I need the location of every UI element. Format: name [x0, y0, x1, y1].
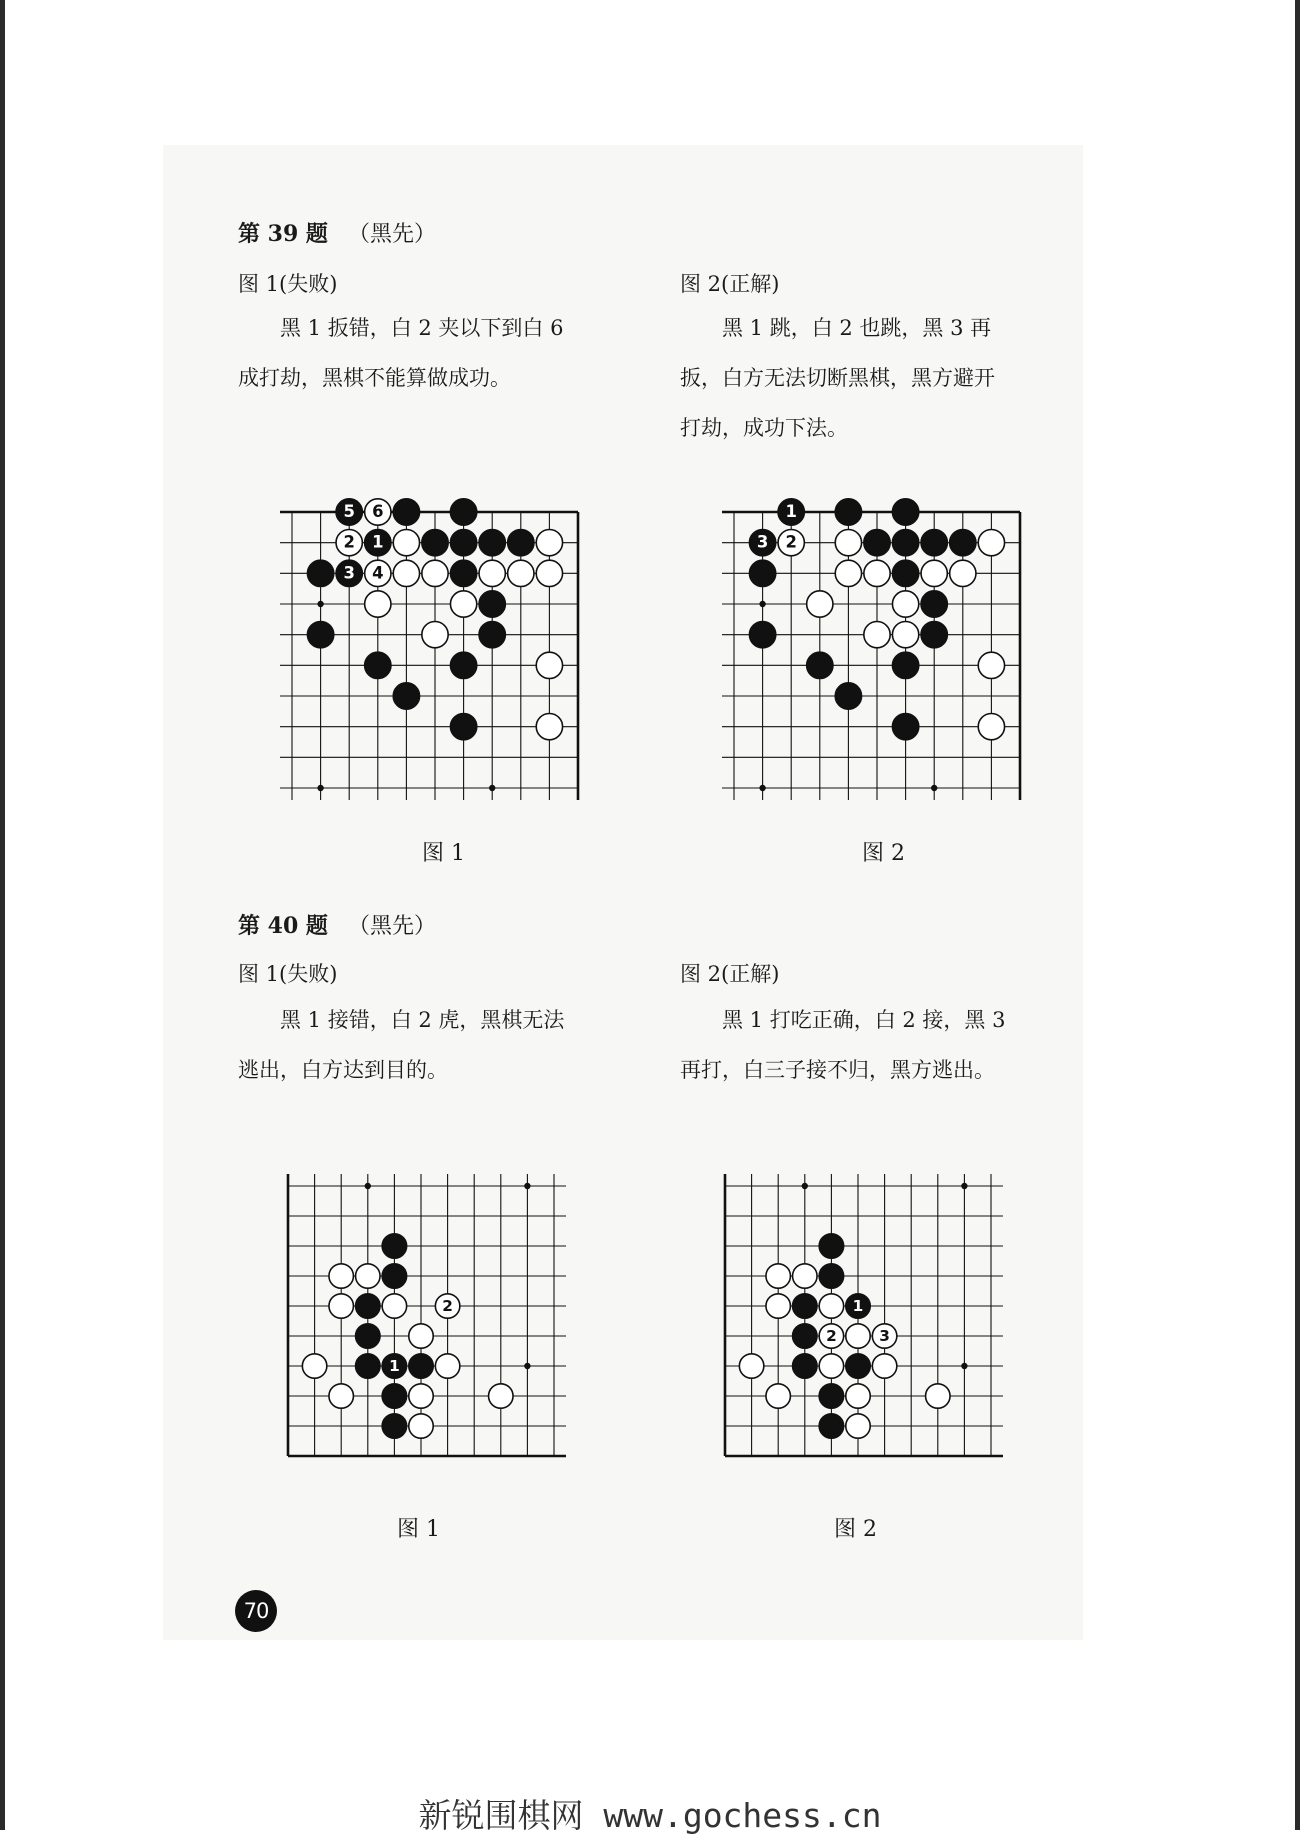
- white-stone: [921, 560, 947, 586]
- text-line: 黑 1 扳错，白 2 夹以下到白 6: [238, 316, 564, 340]
- move-number-label: 2: [343, 532, 355, 552]
- text-line: 扳，白方无法切断黑棋，黑方避开: [680, 366, 995, 390]
- p40-fig2-caption: 图 2: [834, 1517, 877, 1542]
- move-number-label: 4: [372, 563, 384, 583]
- black-stone: [819, 1414, 843, 1438]
- white-stone: [422, 560, 448, 586]
- footer-watermark: 新锐围棋网 www.gochess.cn: [418, 1796, 882, 1835]
- black-stone: [749, 560, 775, 586]
- black-stone: [892, 499, 918, 525]
- white-stone: [536, 714, 562, 740]
- black-stone: [422, 530, 448, 556]
- black-stone: [393, 683, 419, 709]
- move-number-label: 1: [785, 502, 797, 521]
- black-stone: [864, 530, 890, 556]
- white-stone: [846, 1324, 870, 1348]
- white-stone: [329, 1264, 353, 1288]
- black-stone: [892, 652, 918, 678]
- white-stone: [382, 1294, 406, 1318]
- white-stone: [846, 1384, 870, 1408]
- black-stone: [307, 560, 333, 586]
- black-stone: [892, 560, 918, 586]
- black-stone: [819, 1264, 843, 1288]
- p39-fig1-subtitle: 图 1(失败): [238, 272, 338, 296]
- window-border-left: [0, 0, 5, 1830]
- p40-fig1-text: [238, 995, 564, 1095]
- move-number-label: 2: [442, 1297, 453, 1315]
- star-point: [365, 1183, 371, 1189]
- star-point: [759, 785, 765, 791]
- p40-fig2-subtitle: 图 2(正解): [680, 962, 780, 986]
- white-stone: [409, 1324, 433, 1348]
- problem-40-note: （黑先）: [347, 914, 436, 939]
- go-diagram-p40-fig1: [276, 1174, 566, 1468]
- black-stone: [819, 1384, 843, 1408]
- black-stone: [892, 714, 918, 740]
- black-stone: [819, 1234, 843, 1258]
- white-stone: [978, 530, 1004, 556]
- white-stone: [793, 1264, 817, 1288]
- white-stone: [329, 1294, 353, 1318]
- p39-fig2-text: [680, 303, 995, 453]
- move-number-label: 1: [372, 532, 384, 552]
- star-point: [317, 785, 323, 791]
- p40-fig1-subtitle: 图 1(失败): [238, 962, 338, 986]
- white-stone: [356, 1264, 380, 1288]
- black-stone: [793, 1294, 817, 1318]
- black-stone: [921, 530, 947, 556]
- move-number-label: 5: [343, 502, 355, 521]
- black-stone: [921, 591, 947, 617]
- black-stone: [479, 530, 505, 556]
- white-stone: [766, 1294, 790, 1318]
- black-stone: [393, 499, 419, 525]
- go-diagram-p39-fig1: [280, 500, 590, 800]
- star-point: [802, 1183, 808, 1189]
- white-stone: [302, 1354, 326, 1378]
- move-number-label: 2: [785, 532, 797, 552]
- star-point: [524, 1363, 530, 1369]
- move-number-label: 3: [756, 532, 769, 552]
- white-stone: [926, 1384, 950, 1408]
- black-stone: [793, 1354, 817, 1378]
- text-line: 逃出，白方达到目的。: [238, 1058, 448, 1082]
- go-diagram-p39-fig2: [722, 500, 1032, 800]
- white-stone: [892, 591, 918, 617]
- black-stone: [950, 530, 976, 556]
- problem-39-heading: [238, 217, 436, 248]
- star-point: [317, 601, 323, 607]
- black-stone: [356, 1354, 380, 1378]
- black-stone: [846, 1354, 870, 1378]
- white-stone: [536, 560, 562, 586]
- white-stone: [864, 622, 890, 648]
- black-stone: [749, 622, 775, 648]
- move-number-label: 3: [879, 1327, 890, 1345]
- p39-fig1-text: [238, 303, 563, 403]
- black-stone: [793, 1324, 817, 1348]
- move-number-label: 2: [826, 1327, 837, 1345]
- white-stone: [450, 591, 476, 617]
- white-stone: [329, 1384, 353, 1408]
- black-stone: [450, 560, 476, 586]
- go-diagram-p40-fig2: [713, 1174, 1003, 1468]
- star-point: [489, 785, 495, 791]
- white-stone: [978, 652, 1004, 678]
- star-point: [931, 785, 937, 791]
- black-stone: [450, 652, 476, 678]
- p39-fig1-caption: 图 1: [422, 841, 465, 866]
- white-stone: [536, 530, 562, 556]
- p39-fig2-subtitle: 图 2(正解): [680, 272, 780, 296]
- black-stone: [835, 683, 861, 709]
- white-stone: [739, 1354, 763, 1378]
- white-stone: [422, 622, 448, 648]
- problem-40-number: 第 40 题: [238, 913, 328, 939]
- black-stone: [307, 622, 333, 648]
- white-stone: [508, 560, 534, 586]
- text-line: 打劫，成功下法。: [680, 416, 848, 440]
- black-stone: [508, 530, 534, 556]
- p39-fig2-caption: 图 2: [862, 841, 905, 866]
- white-stone: [489, 1384, 513, 1408]
- white-stone: [835, 560, 861, 586]
- black-stone: [356, 1294, 380, 1318]
- white-stone: [479, 560, 505, 586]
- black-stone: [892, 530, 918, 556]
- black-stone: [807, 652, 833, 678]
- white-stone: [393, 560, 419, 586]
- white-stone: [536, 652, 562, 678]
- white-stone: [835, 530, 861, 556]
- white-stone: [819, 1354, 843, 1378]
- black-stone: [382, 1234, 406, 1258]
- white-stone: [435, 1354, 459, 1378]
- black-stone: [479, 591, 505, 617]
- black-stone: [921, 622, 947, 648]
- white-stone: [807, 591, 833, 617]
- text-line: 再打，白三子接不归，黑方逃出。: [680, 1058, 995, 1082]
- problem-39-number: 第 39 题: [238, 221, 328, 247]
- white-stone: [766, 1264, 790, 1288]
- black-stone: [450, 499, 476, 525]
- white-stone: [365, 591, 391, 617]
- text-line: 成打劫，黑棋不能算做成功。: [238, 366, 511, 390]
- star-point: [759, 601, 765, 607]
- black-stone: [356, 1324, 380, 1348]
- black-stone: [835, 499, 861, 525]
- black-stone: [365, 652, 391, 678]
- white-stone: [950, 560, 976, 586]
- white-stone: [409, 1384, 433, 1408]
- white-stone: [409, 1414, 433, 1438]
- white-stone: [978, 714, 1004, 740]
- white-stone: [872, 1354, 896, 1378]
- white-stone: [892, 622, 918, 648]
- white-stone: [819, 1294, 843, 1318]
- white-stone: [846, 1414, 870, 1438]
- move-number-label: 6: [372, 502, 384, 521]
- window-border-right: [1295, 0, 1300, 1830]
- star-point: [961, 1183, 967, 1189]
- star-point: [524, 1183, 530, 1189]
- black-stone: [409, 1354, 433, 1378]
- white-stone: [393, 530, 419, 556]
- text-line: 黑 1 打吃正确，白 2 接，黑 3: [680, 1008, 1006, 1032]
- star-point: [961, 1363, 967, 1369]
- black-stone: [382, 1414, 406, 1438]
- move-number-label: 3: [343, 563, 355, 583]
- problem-40-heading: [238, 909, 436, 940]
- black-stone: [382, 1384, 406, 1408]
- white-stone: [864, 560, 890, 586]
- move-number-label: 1: [389, 1357, 400, 1375]
- white-stone: [766, 1384, 790, 1408]
- move-number-label: 1: [852, 1297, 864, 1315]
- black-stone: [450, 530, 476, 556]
- black-stone: [479, 622, 505, 648]
- p40-fig1-caption: 图 1: [397, 1517, 440, 1542]
- problem-39-note: （黑先）: [347, 222, 436, 247]
- black-stone: [382, 1264, 406, 1288]
- text-line: 黑 1 跳，白 2 也跳，黑 3 再: [680, 316, 992, 340]
- page-number-badge: 70: [235, 1590, 277, 1632]
- p40-fig2-text: [680, 995, 1005, 1095]
- black-stone: [450, 714, 476, 740]
- text-line: 黑 1 接错，白 2 虎，黑棋无法: [238, 1008, 565, 1032]
